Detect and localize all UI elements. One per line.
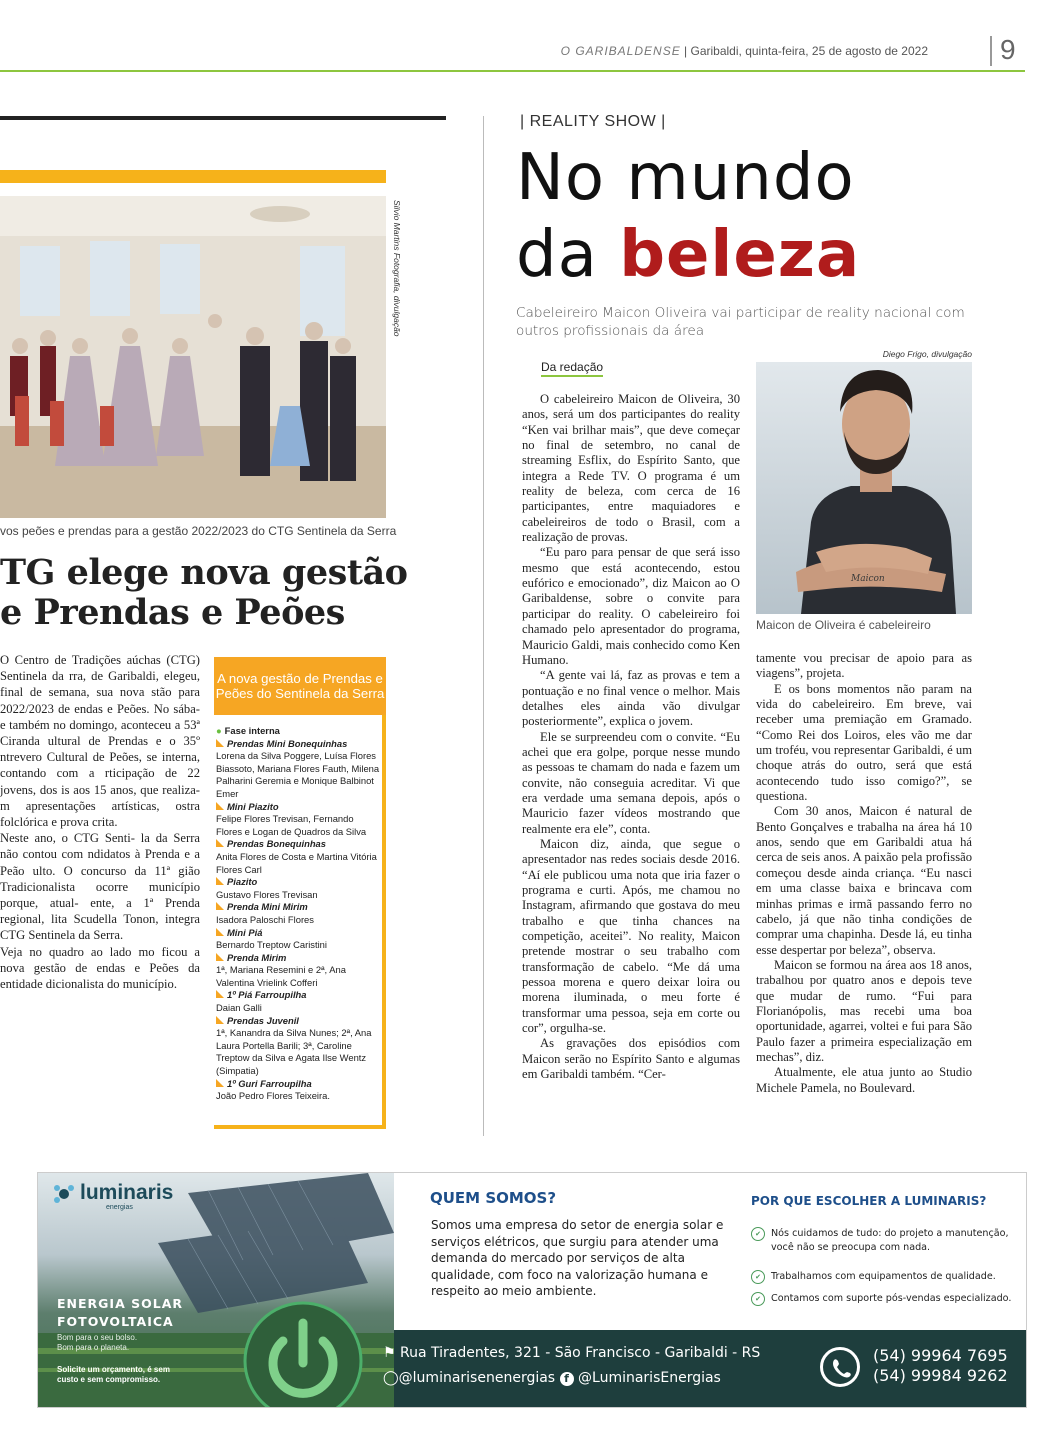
group-photo [0, 196, 386, 518]
box-names: Felipe Flores Trevisan, Fernando Flores e Logan de Quadros da Silva [216, 813, 367, 837]
ad-solar-tagline [57, 1333, 137, 1353]
paragraph: Maicon se formou na área aos 18 anos, trabalhou por quatro anos e depois teve que mudar de rumo. “Fui para Florianópolis, mas recebi uma boa oportunidade, agarrei, voltei e fui para São Paulo fazer a primeira especialização em mechas”, diz. [756, 957, 972, 1064]
ad-about-body: Somos uma empresa do setor de energia solar e serviços elétricos, que surgiu para atender uma demanda do mercado por serviços de alta qualidade, com foco na valorização humana e respeito ao meio ambiente. [431, 1218, 724, 1298]
box-names: João Pedro Flores Teixeira. [216, 1090, 330, 1102]
paragraph: “A gente vai lá, faz as provas e tem a pontuação e no final vence o melhor. Mais detalhes eles ainda vão divulgar posteriormente”, explica o jovem. [522, 668, 740, 729]
headline-highlight: beleza [619, 218, 861, 292]
ad-about-title: QUEM SOMOS? [430, 1189, 557, 1207]
box-names: Anita Flores de Costa e Martina Vitória Flores Carl [216, 850, 377, 875]
ad-solar-title-1: ENERGIA SOLAR [57, 1296, 183, 1311]
subtitle: Cabeleireiro Maicon Oliveira vai participar de reality nacional com outros profissionais da área [516, 305, 965, 339]
paragraph: Veja no quadro ao lado mo ficou a nova gestão de endas e Peões da entidade dicionalista do município. [0, 944, 200, 992]
facebook-icon: f [560, 1372, 574, 1386]
box-names: Isadora Paloschi Flores [216, 913, 314, 925]
photo-credit: Diego Frigo, divulgação [882, 349, 972, 359]
box-names: Lorena da Silva Poggere, Luísa Flores Biassoto, Mariana Flores Fauth, Milena Palharini Geremia e Monique Balbinot Emer [216, 750, 380, 799]
photo-accent-bar [0, 170, 386, 183]
paragraph: Com 30 anos, Maicon é natural de Bento Gonçalves e trabalha na área há 10 anos, sendo que em Garibaldi atua há cerca de seis anos. A paixão pela profissão começou desde ainda criança. “Eu nasci em uma classe baixa e brincava com minhas primas e irmã passando ferro no cabelo, já que não tinha condições de comprar uma chapinha. Desde lá, eu tinha esse despertar por beleza”, observa. [756, 804, 972, 957]
ad-tagline-2: Bom para o planeta. [57, 1343, 130, 1352]
ad-cta [57, 1365, 170, 1385]
page-header: O GARIBALDENSE | Garibaldi, quinta-feira, 25 de agosto de 2022 [560, 44, 928, 58]
publication-name: O GARIBALDENSE [560, 44, 681, 58]
box-names: Bernardo Treptow Caristini [216, 939, 327, 951]
headline-line-2: e Prendas e Peões [0, 592, 345, 633]
paragraph: E os bons momentos não param na vida do cabeleireiro. Em breve, vai receber uma premiação em Gramado. “Como Rei dos Loiros, eles vão me dar um troféu, vou representar Garibaldi, é um choque atrás do outro, será que está acontecendo tudo isso comigo?”, se questiona. [756, 681, 972, 804]
phone-number[interactable]: (54) 99964 7695 [873, 1346, 1008, 1365]
ad-social[interactable] [383, 1370, 721, 1386]
ad-phones [873, 1346, 1008, 1386]
ad-solar-title-2: FOTOVOLTAICA [57, 1314, 174, 1329]
header-rule [0, 70, 1025, 72]
paragraph: O cabeleireiro Maicon de Oliveira, 30 anos, será um dos participantes do reality “Ken vai brilhar mais”, que deve começar no final de setembro, no canal de streaming Esflix, do Espírito Santo, que integra a Rede TV. O programa é um reality de beleza, com cerca de 16 participantes, entre maquiadores e cabeleireiros de todo o Brasil, com a realização de provas. [522, 392, 740, 545]
issue-date: Garibaldi, quinta-feira, 25 de agosto de 2022 [690, 44, 928, 58]
address-text: Rua Tiradentes, 321 - São Francisco - Garibaldi - RS [400, 1345, 761, 1361]
paragraph: As gravações dos episódios com Maicon serão no Espírito Santo e algumas em Garibaldi também. “Cer- [522, 1036, 740, 1082]
ad-why-item: ✔ Contamos com suporte pós-vendas especializado. [751, 1292, 1026, 1306]
ad-address [383, 1345, 760, 1361]
box-category: Mini Piá [216, 927, 382, 940]
photo-caption: vos peões e prendas para a gestão 2022/2023 do CTG Sentinela da Serra [0, 524, 397, 538]
page-number: 9 [1000, 34, 1016, 65]
paragraph: Ele se surpreendeu com o convite. “Eu achei que era golpe, porque nesse mundo as pessoas te chamam do nada e fazem um convite, não conseguia acreditar. Vi que era verdade uma semana depois, após o Mauricio fazer vídeos mostrando que realmente era ele”, conta. [522, 729, 740, 836]
paragraph: Atualmente, ele atua junto ao Studio Michele Pamela, no Boulevard. [756, 1065, 972, 1095]
box-category: Prenda Mirim [216, 952, 382, 965]
section-kicker: | REALITY SHOW | [520, 113, 666, 130]
phone-number[interactable]: (54) 99984 9262 [873, 1366, 1008, 1385]
box-category: 1º Piá Farroupilha [216, 989, 382, 1002]
box-category: Piazito [216, 876, 382, 889]
paragraph: Maicon diz, ainda, que segue o apresentador nas redes sociais desde 2016. “Aí ele publicou uma nota que iria fazer o programa e curti. Após, me chamou no Instagram, afirmando que gostava do meu trabalho e que tinha chances na competição, aceitei”. No reality, Maicon pretende mostrar o seu trabalho com transformação de cabelo. “Me dá uma pessoa morena e quero deixar loira ou morena iluminada, o meu forte é transformar uma pessoa, seja em corte ou cor”, orgulha-se. [522, 836, 740, 1036]
ad-why-item: ✔ Trabalhamos com equipamentos de qualidade. [751, 1270, 1026, 1284]
brand-name: luminaris [80, 1181, 174, 1204]
brand-sub: energias [106, 1204, 133, 1211]
box-names: Daian Galli [216, 1002, 262, 1014]
ad-why-title: POR QUE ESCOLHER A LUMINARIS? [751, 1194, 987, 1208]
headline-line-1: No mundo [516, 141, 855, 215]
facebook-handle[interactable]: @LuminarisEnergias [578, 1370, 721, 1386]
paragraph: tamente vou precisar de apoio para as viagens”, projeta. [756, 651, 972, 681]
ad-solar-panel-image [38, 1173, 394, 1407]
paragraph: Neste ano, o CTG Senti- la da Serra não contou com ndidatos à Prenda e a Peão ulto. O concurso da 11ª gião Tradicionalista ocorre município porque, atual- ente, a 1ª Prenda regional, lita Scudella Tonon, integra CTG Sentinela da Serra. [0, 831, 200, 943]
article-column-1 [522, 392, 740, 1082]
box-category: Prenda Mini Mirim [216, 901, 382, 914]
instagram-icon: ◯ [383, 1370, 399, 1386]
paragraph: “Eu paro para pensar de que será isso mesmo que está acontecendo, estou eufórico e emocionado”, diz Maicon ao O Garibaldense, sobre o convite para participar do reality. O cabeleireiro foi chamado pelo apresentador do programa, Mauricio Galdi, mais conhecido como Ken Humano. [522, 545, 740, 667]
location-pin-icon: ⚑ [383, 1345, 396, 1361]
photo-caption: Maicon de Oliveira é cabeleireiro [756, 618, 931, 632]
ad-tagline-1: Bom para o seu bolso. [57, 1333, 138, 1342]
article-column-2 [756, 651, 972, 1096]
box-names: 1ª, Kanandra da Silva Nunes; 2ª, Ana Laura Portella Barili; 3ª, Caroline Treptow da Silva e Agata Ilse Wentz (Simpatia) [216, 1027, 372, 1077]
box-category: Prendas Mini Bonequinhas [216, 738, 382, 751]
ad-why-item: ✔ Nós cuidamos de tudo: do projeto a manutenção, você não se preocupa com nada. [751, 1227, 1026, 1254]
instagram-handle[interactable]: @luminarisenenergias [398, 1370, 556, 1386]
headline [0, 553, 408, 633]
box-phase: ● Fase interna [216, 725, 382, 738]
headline-plain: da [516, 218, 620, 292]
paragraph: O Centro de Tradições aúchas (CTG) Sentinela da rra, de Garibaldi, elegeu, final de semana, sua nova stão para 2022/2023 de endas e Peões. No sába- e também no domingo, aconteceu a 53ª Ciranda ultural de Prendas e o 35º ntrevero Cultural de Peões, se interna, contando com a rticipação de 22 jovens, dos is aos 15 anos, que realiza- m apresentações artísticas, ostra folclórica e prova crita. [0, 653, 200, 830]
ad-cta-1: Solicite um orçamento, é sem [57, 1365, 170, 1374]
box-names: 1ª, Mariana Resemini e 2ª, Ana Valentina Vrielink Cofferi [216, 964, 346, 988]
whatsapp-icon [820, 1347, 860, 1387]
headline-line-2 [516, 219, 860, 291]
box-category: Prendas Juvenil [216, 1015, 382, 1028]
box-category: Mini Piazito [216, 801, 382, 814]
photo-credit: Silvio Martins Fotografia, divulgação [392, 200, 402, 337]
tattoo-text: Maicon [851, 574, 885, 584]
box-category: Prendas Bonequinhas [216, 838, 382, 851]
luminaris-logo-icon [52, 1182, 76, 1206]
divider [990, 36, 992, 66]
sidebar-box [214, 715, 386, 1129]
section-rule [0, 116, 446, 120]
ad-solar-title [57, 1295, 183, 1331]
group-photo-image [0, 196, 386, 518]
portrait-photo [756, 362, 972, 614]
box-category: 1º Guri Farroupilha [216, 1078, 382, 1091]
headline-line-1: TG elege nova gestão [0, 552, 408, 593]
article-body [0, 652, 200, 992]
box-names: Gustavo Flores Trevisan [216, 888, 318, 900]
sidebar-box-title: A nova gestão de Prendas e Peões do Sentinela da Serra [214, 657, 386, 715]
byline: Da redação [541, 360, 603, 377]
column-divider [483, 116, 484, 1136]
ad-cta-2: custo e sem compromisso. [57, 1375, 161, 1384]
